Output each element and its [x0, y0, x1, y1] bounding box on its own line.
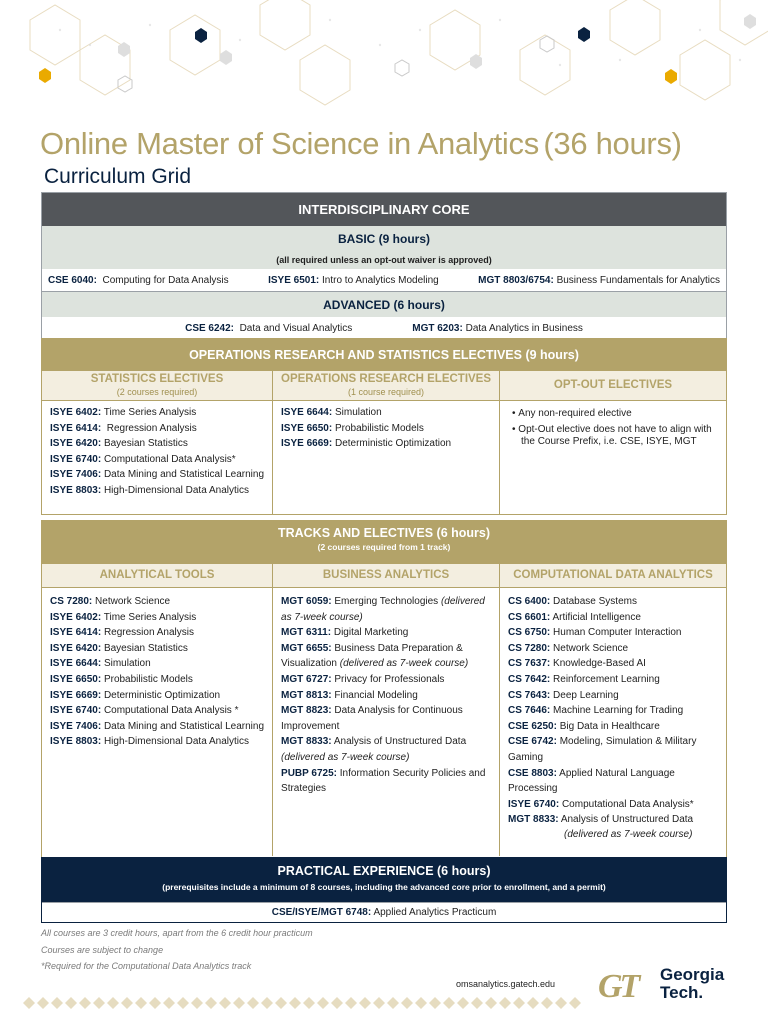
- course-code: MGT 6311:: [281, 627, 332, 639]
- list-item: [508, 656, 718, 672]
- diamond-shape: [429, 997, 441, 1009]
- course-name: Network Science: [95, 596, 171, 607]
- diamond-shape: [415, 997, 427, 1009]
- list-item: [281, 703, 491, 734]
- operations-list: [273, 401, 499, 514]
- logo-mark: GT: [598, 968, 638, 1005]
- diamond-shape: [247, 997, 259, 1009]
- course-name: Business Data Preparation & Visualization: [281, 642, 463, 670]
- list-item: [50, 594, 264, 610]
- course-code: ISYE 6650:: [281, 422, 333, 434]
- course-name: Emerging Technologies: [334, 596, 439, 607]
- course-code: CS 6601:: [508, 611, 551, 623]
- course-name: Applied Analytics Practicum: [373, 907, 497, 918]
- course-name: Time Series Analysis: [103, 407, 197, 418]
- list-item: [508, 797, 718, 813]
- list-item: • Opt-Out elective does not have to align with the Course Prefix, i.e. CSE, ISYE, MGT: [512, 424, 718, 449]
- practical-title: PRACTICAL EXPERIENCE (6 hours): [277, 864, 491, 878]
- list-item: [508, 625, 718, 641]
- course-name: Reinforcement Learning: [553, 673, 660, 685]
- course-code: ISYE 6740:: [508, 798, 560, 810]
- course-name: Computational Data Analysis*: [561, 798, 694, 810]
- diamond-shape: [289, 997, 301, 1009]
- course-item: [268, 275, 439, 286]
- course-code: PUBP 6725:: [281, 767, 337, 779]
- course-code: ISYE 6501:: [268, 274, 320, 286]
- course-code: ISYE 6414:: [50, 627, 102, 639]
- course-code: ISYE 6420:: [50, 438, 102, 450]
- diamond-shape: [93, 997, 105, 1009]
- diamond-shape: [163, 997, 175, 1009]
- course-name: Data Mining and Statistical Learning: [103, 469, 265, 481]
- course-item: [185, 323, 352, 334]
- course-name: Analysis of Unstructured Data: [560, 814, 694, 826]
- column-title: OPERATIONS RESEARCH ELECTIVES: [281, 372, 492, 385]
- diamond-shape: [527, 997, 539, 1009]
- course-code: ISYE 6740:: [50, 453, 102, 465]
- advanced-course-row: [42, 317, 726, 339]
- diamond-shape: [51, 997, 63, 1009]
- diamond-shape: [317, 997, 329, 1009]
- georgia-tech-logo: [598, 966, 738, 1006]
- page-subtitle: Curriculum Grid: [44, 165, 192, 188]
- course-code: CSE 8803:: [508, 767, 557, 779]
- course-code: CS 7280:: [50, 596, 93, 607]
- diamond-shape: [555, 997, 567, 1009]
- course-name: Knowledge-Based AI: [553, 658, 646, 670]
- course-code: CS 7642:: [508, 673, 551, 685]
- computational-data-analytics-list: [500, 588, 726, 856]
- course-code: MGT 8823:: [281, 705, 332, 717]
- course-name: Deterministic Optimization: [103, 689, 221, 701]
- course-name: Time Series Analysis: [103, 611, 197, 623]
- course-code: MGT 6727:: [281, 673, 332, 685]
- course-name: Digital Marketing: [333, 627, 409, 639]
- course-code: CS 7637:: [508, 658, 551, 670]
- course-name: Bayesian Statistics: [103, 438, 188, 450]
- statistics-column: [42, 371, 273, 514]
- optout-heading: [500, 371, 726, 401]
- ors-columns: [42, 371, 726, 514]
- list-item: [50, 405, 264, 421]
- diamond-shape: [443, 997, 455, 1009]
- course-name: Database Systems: [553, 596, 637, 607]
- practicum-course: [42, 902, 726, 922]
- footnote: All courses are 3 credit hours, apart from the 6 credit hour practicum: [41, 928, 313, 938]
- diamond-shape: [345, 997, 357, 1009]
- column-requirement: (1 course required): [348, 386, 425, 397]
- course-name: Business Fundamentals for Analytics: [556, 274, 720, 286]
- list-item: [50, 719, 264, 735]
- course-code: MGT 8803/6754:: [478, 274, 554, 286]
- tracks-heading: [42, 521, 726, 564]
- course-name: Privacy for Professionals: [334, 673, 445, 685]
- list-item: [281, 436, 491, 452]
- optout-column: [500, 371, 726, 514]
- course-name: Computing for Data Analysis: [102, 274, 229, 286]
- practical-experience-section: [41, 857, 727, 923]
- statistics-list: [42, 401, 272, 514]
- course-name: Information Security Policies and Strategies: [281, 767, 486, 795]
- diamond-shape: [177, 997, 189, 1009]
- diamond-shape: [303, 997, 315, 1009]
- list-item: [281, 594, 491, 625]
- course-name: Simulation: [103, 658, 151, 670]
- advanced-heading: ADVANCED (6 hours): [42, 291, 726, 317]
- operations-column: [273, 371, 500, 514]
- diamond-shape: [121, 997, 133, 1009]
- list-item: [281, 766, 491, 797]
- course-name: Regression Analysis: [106, 422, 197, 434]
- diamond-shape: [457, 997, 469, 1009]
- course-item: [48, 275, 229, 286]
- computational-data-analytics-column: [500, 564, 726, 856]
- course-code: ISYE 7406:: [50, 720, 102, 732]
- core-heading: INTERDISCIPLINARY CORE: [42, 193, 726, 226]
- list-item: [508, 719, 718, 735]
- list-item: [50, 483, 264, 499]
- diamond-shape: [513, 997, 525, 1009]
- course-name: Network Science: [553, 642, 629, 654]
- course-code: CS 7646:: [508, 705, 551, 717]
- diamond-pattern-footer: [22, 996, 582, 1010]
- diamond-shape: [373, 997, 385, 1009]
- course-code: MGT 6059:: [281, 596, 332, 607]
- course-name: Applied Natural Language Processing: [508, 767, 675, 795]
- course-code: ISYE 6644:: [50, 658, 102, 670]
- list-item: [281, 405, 491, 421]
- course-code: MGT 6655:: [281, 642, 332, 654]
- list-item: [50, 703, 264, 719]
- course-name: Data and Visual Analytics: [239, 322, 353, 334]
- program-title: Online Master of Science in Analytics: [40, 126, 539, 161]
- list-item: [508, 703, 718, 719]
- list-item: [50, 641, 264, 657]
- course-code: ISYE 6650:: [50, 673, 102, 685]
- course-note: (delivered as 7-week course): [564, 828, 693, 840]
- diamond-shape: [37, 997, 49, 1009]
- page-title: [40, 126, 682, 162]
- tracks-requirement: (2 courses required from 1 track): [317, 542, 451, 552]
- business-analytics-heading: BUSINESS ANALYTICS: [273, 564, 499, 588]
- list-item: [50, 672, 264, 688]
- course-note: (delivered as 7-week course): [339, 658, 469, 670]
- list-item: [281, 625, 491, 641]
- course-name: High-Dimensional Data Analytics: [103, 484, 250, 496]
- analytical-tools-list: [42, 588, 272, 856]
- course-name: Deterministic Optimization: [334, 438, 452, 450]
- website-link[interactable]: omsanalytics.gatech.edu: [456, 979, 556, 989]
- diamond-shape: [569, 997, 581, 1009]
- course-name: Regression Analysis: [103, 627, 194, 639]
- course-name: Data Analysis for Continuous Improvement: [281, 705, 463, 732]
- business-analytics-list: [273, 588, 499, 856]
- column-requirement: (2 courses required): [116, 386, 198, 397]
- course-code: CS 6750:: [508, 627, 551, 639]
- course-name: Modeling, Simulation & Military Gaming: [508, 736, 697, 763]
- column-title: OPT-OUT ELECTIVES: [553, 379, 673, 391]
- course-code: MGT 8833:: [281, 736, 332, 748]
- ors-electives-section: [41, 338, 727, 515]
- basic-note: (all required unless an opt-out waiver is approved): [42, 253, 726, 269]
- course-name: Computational Data Analysis*: [103, 453, 236, 465]
- tracks-section: [41, 520, 727, 858]
- course-code: MGT 6203:: [412, 322, 463, 334]
- course-code: ISYE 6420:: [50, 642, 102, 654]
- course-note: (delivered as 7-week course): [281, 596, 485, 623]
- list-item: [281, 672, 491, 688]
- program-hours: (36 hours): [543, 126, 682, 161]
- course-code: CSE 6040:: [48, 274, 97, 286]
- course-name: Machine Learning for Trading: [553, 705, 684, 717]
- diamond-shape: [205, 997, 217, 1009]
- footnote: *Required for the Computational Data Analytics track: [41, 961, 252, 971]
- diamond-shape: [485, 997, 497, 1009]
- course-name: Big Data in Healthcare: [559, 720, 660, 732]
- footnotes: [41, 925, 313, 975]
- course-code: CSE 6250:: [508, 720, 557, 732]
- course-code: CSE 6742:: [508, 736, 557, 748]
- diamond-shape: [541, 997, 553, 1009]
- logo-line: Georgia: [660, 965, 725, 984]
- course-code: CS 6400:: [508, 596, 551, 607]
- course-code: ISYE 6669:: [281, 438, 333, 450]
- diamond-shape: [107, 997, 119, 1009]
- course-code: ISYE 6402:: [50, 611, 102, 623]
- list-item: [508, 641, 718, 657]
- diamond-shape: [233, 997, 245, 1009]
- course-name: Analysis of Unstructured Data: [333, 736, 467, 748]
- course-name: Artificial Intelligence: [552, 611, 641, 623]
- list-item: [50, 625, 264, 641]
- diamond-shape: [387, 997, 399, 1009]
- course-name: Computational Data Analysis *: [103, 705, 239, 717]
- course-code: CSE 6242:: [185, 322, 235, 334]
- list-item: [50, 688, 264, 704]
- course-name: Probabilistic Models: [334, 422, 424, 434]
- statistics-heading: [42, 371, 272, 401]
- interdisciplinary-core-section: [41, 192, 727, 340]
- diamond-shape: [149, 997, 161, 1009]
- practical-heading: [42, 858, 726, 902]
- diamond-shape: [471, 997, 483, 1009]
- course-name: High-Dimensional Data Analytics: [103, 736, 250, 748]
- course-name: Financial Modeling: [334, 689, 418, 701]
- course-code: CSE/ISYE/MGT 6748:: [271, 907, 372, 918]
- logo-wordmark: [660, 966, 724, 1002]
- course-code: ISYE 6644:: [281, 407, 333, 418]
- course-code: CS 7280:: [508, 642, 551, 654]
- practical-note: (prerequisites include a minimum of 8 courses, including the advanced core prior to enrollment, and a permit): [162, 882, 606, 892]
- optout-list: [500, 401, 726, 514]
- list-item: [281, 734, 491, 765]
- list-item: [50, 656, 264, 672]
- tracks-title: TRACKS AND ELECTIVES (6 hours): [277, 526, 491, 540]
- operations-heading: [273, 371, 499, 401]
- ors-heading: OPERATIONS RESEARCH AND STATISTICS ELECTIVES (9 hours): [42, 339, 726, 371]
- basic-heading: BASIC (9 hours): [42, 226, 726, 253]
- hexagon-pattern-header: [0, 0, 768, 112]
- analytical-tools-column: [42, 564, 273, 856]
- course-code: ISYE 6669:: [50, 689, 102, 701]
- course-name: Deep Learning: [553, 689, 619, 701]
- list-item: [50, 734, 264, 750]
- list-item: [50, 452, 264, 468]
- course-item: [412, 323, 583, 334]
- list-item: [50, 436, 264, 452]
- diamond-shape: [499, 997, 511, 1009]
- computational-data-analytics-heading: COMPUTATIONAL DATA ANALYTICS: [500, 564, 726, 588]
- course-name: Probabilistic Models: [103, 673, 193, 685]
- course-name: Bayesian Statistics: [103, 642, 188, 654]
- diamond-shape: [191, 997, 203, 1009]
- basic-course-row: [42, 269, 726, 291]
- list-item: [508, 594, 718, 610]
- list-item: • Any non-required elective: [512, 408, 718, 421]
- list-item: [508, 688, 718, 704]
- column-title: STATISTICS ELECTIVES: [90, 372, 224, 385]
- list-item: [508, 812, 718, 842]
- logo-line: Tech.: [660, 983, 704, 1002]
- course-code: ISYE 8803:: [50, 484, 102, 496]
- course-code: ISYE 7406:: [50, 469, 102, 481]
- list-item: [50, 610, 264, 626]
- list-item: [281, 421, 491, 437]
- course-code: ISYE 8803:: [50, 736, 102, 748]
- course-code: MGT 8813:: [281, 689, 332, 701]
- list-item: [50, 467, 264, 483]
- course-name: Human Computer Interaction: [553, 627, 682, 639]
- footnote: Courses are subject to change: [41, 944, 164, 955]
- course-code: ISYE 6740:: [50, 705, 102, 717]
- course-code: CS 7643:: [508, 689, 551, 701]
- list-item: [281, 688, 491, 704]
- list-item: [281, 641, 491, 672]
- course-code: ISYE 6402:: [50, 407, 102, 418]
- list-item: [508, 734, 718, 765]
- course-item: [478, 275, 720, 286]
- course-name: Intro to Analytics Modeling: [322, 274, 439, 286]
- diamond-shape: [219, 997, 231, 1009]
- course-name: Simulation: [334, 407, 382, 418]
- diamond-shape: [261, 997, 273, 1009]
- diamond-shape: [135, 997, 147, 1009]
- course-name: Data Analytics in Business: [465, 322, 583, 334]
- course-note: (delivered as 7-week course): [281, 751, 410, 763]
- list-item: [508, 766, 718, 797]
- diamond-shape: [65, 997, 77, 1009]
- list-item: [50, 421, 264, 437]
- diamond-shape: [79, 997, 91, 1009]
- diamond-shape: [331, 997, 343, 1009]
- diamond-shape: [401, 997, 413, 1009]
- course-code: MGT 8833:: [508, 814, 559, 826]
- business-analytics-column: [273, 564, 500, 856]
- analytical-tools-heading: ANALYTICAL TOOLS: [42, 564, 272, 588]
- diamond-shape: [275, 997, 287, 1009]
- list-item: [508, 672, 718, 688]
- course-name: Data Mining and Statistical Learning: [103, 720, 265, 732]
- list-item: [508, 610, 718, 626]
- diamond-shape: [23, 997, 35, 1009]
- tracks-columns: [42, 564, 726, 856]
- course-code: ISYE 6414:: [50, 422, 102, 434]
- diamond-shape: [359, 997, 371, 1009]
